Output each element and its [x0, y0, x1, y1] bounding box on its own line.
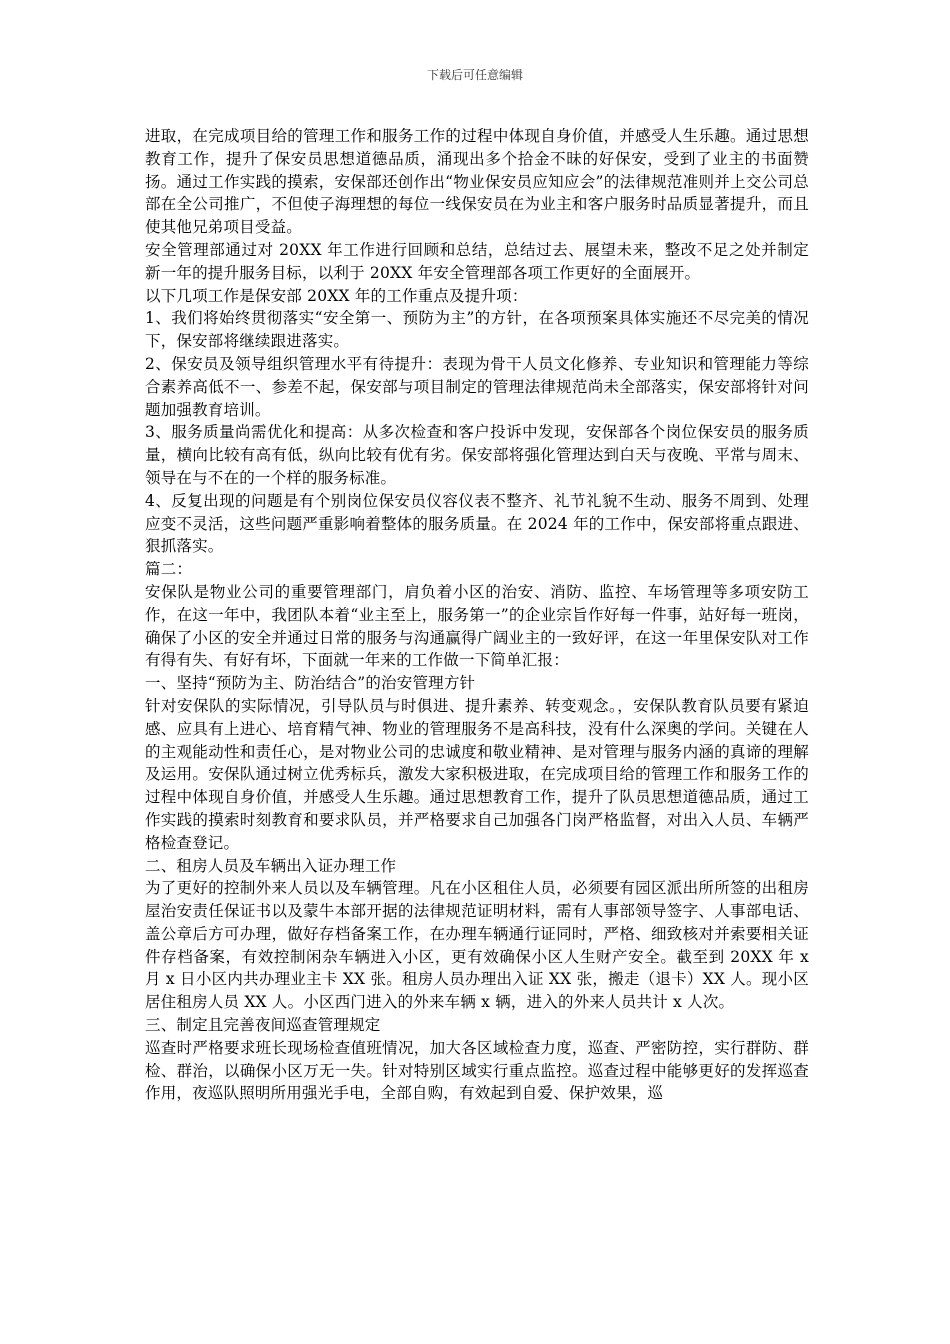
- section-title-part-two: 篇二：: [145, 560, 193, 579]
- paragraph-section-3: 巡查时严格要求班长现场检查值班情况，加大各区域检查力度，巡查、严密防控，实行群防、群检、群治，以确保小区万无一失。针对特别区域实行重点监控。巡查过程中能够更好的发挥巡查作用，夜巡队照明所用强光手电，全部自购，有效起到自爱、保护效果，巡: [145, 1038, 809, 1103]
- paragraph-1: 进取，在完成项目给的管理工作和服务工作的过程中体现自身价值，并感受人生乐趣。通过思想教育工作，提升了保安员思想道德品质，涌现出多个拾金不昧的好保安，受到了业主的书面赞扬。通过工作实践的摸索，安保部还创作出“物业保安员应知应会”的法律规范准则并上交公司总部在全公司推广，不但使子海理想的每位一线保安员在为业主和客户服务时品质显著提升，而且使其他兄弟项目受益。: [145, 127, 809, 237]
- section-heading-1: 一、坚持“预防为主、防治结合”的治安管理方针: [145, 674, 476, 693]
- list-item-4: 4、反复出现的问题是有个别岗位保安员仪容仪表不整齐、礼节礼貌不生动、服务不周到、处理应变不灵活，这些问题严重影响着整体的服务质量。在 2024 年的工作中，保安部将重点跟进、狠抓落实。: [145, 491, 809, 556]
- paragraph-section-1: 针对安保队的实际情况，引导队员与时俱进、提升素养、转变观念。，安保队教育队员要有紧迫感、应具有上进心、培育精气神、物业的管理服务不是高科技，没有什么深奥的学问。关键在人的主观能动性和责任心，是对物业公司的忠诚度和敬业精神、是对管理与服务内涵的真谛的理解及运用。安保队通过树立优秀标兵，激发大家积极进取，在完成项目给的管理工作和服务工作的过程中体现自身价值，并感受人生乐趣。通过思想教育工作，提升了队员思想道德品质，通过工作实践的摸索时刻教育和要求队员，并严格要求自己加强各门岗严格监督，对出入人员、车辆严格检查登记。: [145, 696, 809, 852]
- section-heading-2: 二、租房人员及车辆出入证办理工作: [145, 856, 397, 875]
- paragraph-2: 安全管理部通过对 20XX 年工作进行回顾和总结，总结过去、展望未来，整改不足之处并制定新一年的提升服务目标，以利于 20XX 年安全管理部各项工作更好的全面展开。: [145, 240, 809, 282]
- document-body: [145, 125, 809, 1105]
- paragraph-intro: 安保队是物业公司的重要管理部门，肩负着小区的治安、消防、监控、车场管理等多项安防工作，在这一年中，我团队本着“业主至上，服务第一”的企业宗旨作好每一件事，站好每一班岗，确保了小区的安全并通过日常的服务与沟通赢得广阔业主的一致好评，在这一年里保安队对工作有得有失、有好有坏，下面就一年来的工作做一下简单汇报：: [145, 582, 809, 670]
- section-heading-3: 三、制定且完善夜间巡查管理规定: [145, 1016, 381, 1035]
- paragraph-3: 以下几项工作是保安部 20XX 年的工作重点及提升项：: [145, 286, 528, 305]
- list-item-1: 1、我们将始终贯彻落实“安全第一、预防为主”的方针，在各项预案具体实施还不尽完美的情况下，保安部将继续跟进落实。: [145, 309, 809, 351]
- paragraph-section-2: 为了更好的控制外来人员以及车辆管理。凡在小区租住人员，必须要有园区派出所所签的出租房屋治安责任保证书以及蒙牛本部开据的法律规范证明材料，需有人事部领导签字、人事部电话、盖公章后方可办理，做好存档备案工作，在办理车辆通行证同时，严格、细致核对并索要相关证件存档备案，有效控制闲杂车辆进入小区，更有效确保小区人生财产安全。截至到 20XX 年 x 月 x 日小区内共办理业主卡 XX 张。租房人员办理出入证 XX 张，搬走（退卡）XX 人。现小区居住租房人员 XX 人。小区西门进入的外来车辆 x 辆，进入的外来人员共计 x 人次。: [145, 879, 809, 1012]
- list-item-2: 2、保安员及领导组织管理水平有待提升：表现为骨干人员文化修养、专业知识和管理能力等综合素养高低不一、参差不起，保安部与项目制定的管理法律规范尚未全部落实，保安部将针对问题加强教育培训。: [145, 354, 809, 419]
- list-item-3: 3、服务质量尚需优化和提高：从多次检查和客户投诉中发现，安保部各个岗位保安员的服务质量，横向比较有高有低，纵向比较有优有劣。保安部将强化管理达到白天与夜晚、平常与周末、领导在与不在的一个样的服务标准。: [145, 423, 809, 487]
- page-header: 下载后可任意编辑: [426, 68, 523, 82]
